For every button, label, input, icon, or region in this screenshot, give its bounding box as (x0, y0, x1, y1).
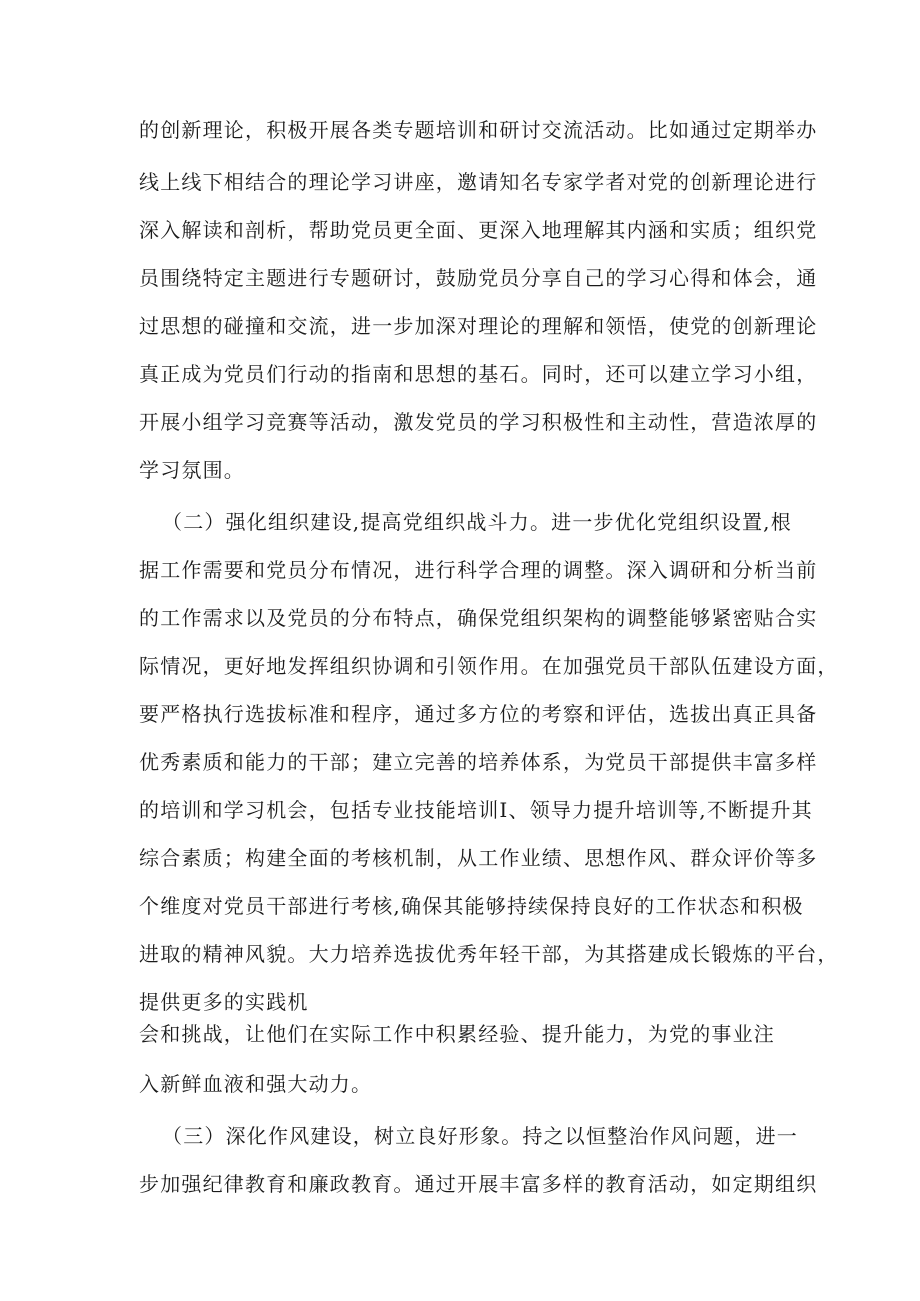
text-line: 提供更多的实践机 (139, 990, 309, 1014)
text-line: 真正成为党员们行动的指南和思想的基石。同时，还可以建立学习小组， (139, 362, 818, 386)
text-line: 进取的精神风貌。大力培养选拔优秀年轻干部，为其搭建成长锻炼的平台， (139, 942, 839, 966)
text-line: 入新鲜血液和强大动力。 (139, 1072, 373, 1096)
text-line: 开展小组学习竞赛等活动，激发党员的学习积极性和主动性，营造浓厚的 (139, 410, 818, 434)
text-line: 要严格执行选拔标准和程序，通过多方位的考察和评估，选拔出真正具备 (139, 702, 818, 726)
text-line: 据工作需要和党员分布情况，进行科学合理的调整。深入调研和分析当前 (139, 558, 818, 582)
text-line: 步加强纪律教育和廉政教育。通过开展丰富多样的教育活动，如定期组织 (139, 1172, 818, 1196)
text-line: 优秀素质和能力的干部；建立完善的培养体系，为党员干部提供丰富多样 (139, 750, 818, 774)
text-line: 学习氛围。 (139, 458, 245, 482)
text-line: 的培训和学习机会，包括专业技能培训I、领导力提升培训等,不断提升其 (139, 798, 813, 822)
text-line: 个维度对党员干部进行考核,确保其能够持续保持良好的工作状态和积极 (139, 894, 804, 918)
text-line: 综合素质；构建全面的考核机制，从工作业绩、思想作风、群众评价等多 (139, 846, 818, 870)
section-heading-3: （三）深化作风建设，树立良好形象。持之以恒整治作风问题，进一 (162, 1124, 798, 1148)
text-line: 的工作需求以及党员的分布特点，确保党组织架构的调整能够紧密贴合实 (139, 606, 818, 630)
text-line: 深入解读和剖析，帮助党员更全面、更深入地理解其内涵和实质；组织党 (139, 218, 818, 242)
text-line: 会和挑战，让他们在实际工作中积累经验、提升能力，为党的事业注 (139, 1022, 775, 1046)
section-heading-2: （二）强化组织建设,提高党组织战斗力。进一步优化党组织设置,根 (162, 510, 792, 534)
text-line: 际情况，更好地发挥组织协调和引领作用。在加强党员干部队伍建设方面， (139, 654, 839, 678)
text-line: 线上线下相结合的理论学习讲座，邀请知名专家学者对党的创新理论进行 (139, 170, 818, 194)
text-line: 员围绕特定主题进行专题研讨，鼓励党员分享自己的学习心得和体会，通 (139, 266, 818, 290)
text-line: 的创新理论，积极开展各类专题培训和研讨交流活动。比如通过定期举办 (139, 118, 818, 142)
text-line: 过思想的碰撞和交流，进一步加深对理论的理解和领悟，使党的创新理论 (139, 314, 818, 338)
